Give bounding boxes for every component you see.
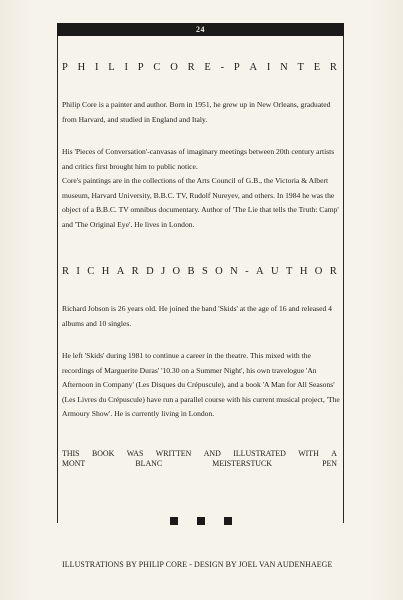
- bio-paragraph: Core's paintings are in the collections of the Arts Council of G.B., the Victoria & Albert museum, Harvard University, B.B.C. TV, Rudolf Nureyev, and others. In 1984 he was the object of a B.B.C. TV omnibus documentary. Author of 'The Lie that tells the Truth: Camp' and 'The Original Eye'. He lives in London.: [62, 176, 339, 229]
- section-heading-richard-jobson: R I C H A R D J O B S O N - A U T H O R: [62, 266, 337, 277]
- square-ornament: [170, 517, 178, 525]
- bio-paragraph: His 'Pieces of Conversation'-canvasas of imaginary meetings between 20th century artists and critics first brought him to public notice.: [62, 147, 335, 171]
- pen-credit-line: THIS BOOK WAS WRITTEN AND ILLUSTRATED WITH A: [62, 449, 337, 458]
- square-ornament: [197, 517, 205, 525]
- pen-credit: [62, 449, 337, 469]
- footer-credits: ILLUSTRATIONS BY PHILIP CORE - DESIGN BY JOEL VAN AUDENHAEGE: [62, 560, 333, 569]
- pen-credit-line: MONT BLANC MEISTERSTUCK PEN: [62, 459, 337, 468]
- section-heading-philip-core: P H I L I P C O R E - P A I N T E R: [62, 62, 337, 73]
- bio-paragraph: Richard Jobson is 26 years old. He joined the band 'Skids' at the age of 16 and released 4 albums and 10 singles.: [62, 304, 332, 328]
- bio-paragraph: He left 'Skids' during 1981 to continue a career in the theatre. This mixed with the recordings of Marguerite Duras' '10.30 on a Summer Night', his own travelogue 'An Afternoon in Company' (Les Disques du Crépuscule), and a book 'A Man for All Seasons' (Les Livres du Crépuscule) have run a parallel course with his current musical project, 'The Armoury Show'. He is currently living in London.: [62, 351, 340, 419]
- page-number-bar: [57, 23, 344, 36]
- ornament-squares: [170, 517, 232, 525]
- page-number: 24: [196, 25, 205, 34]
- square-ornament: [224, 517, 232, 525]
- bio-paragraph: Philip Core is a painter and author. Born in 1951, he grew up in New Orleans, graduated from Harvard, and studied in England and Italy.: [62, 100, 331, 124]
